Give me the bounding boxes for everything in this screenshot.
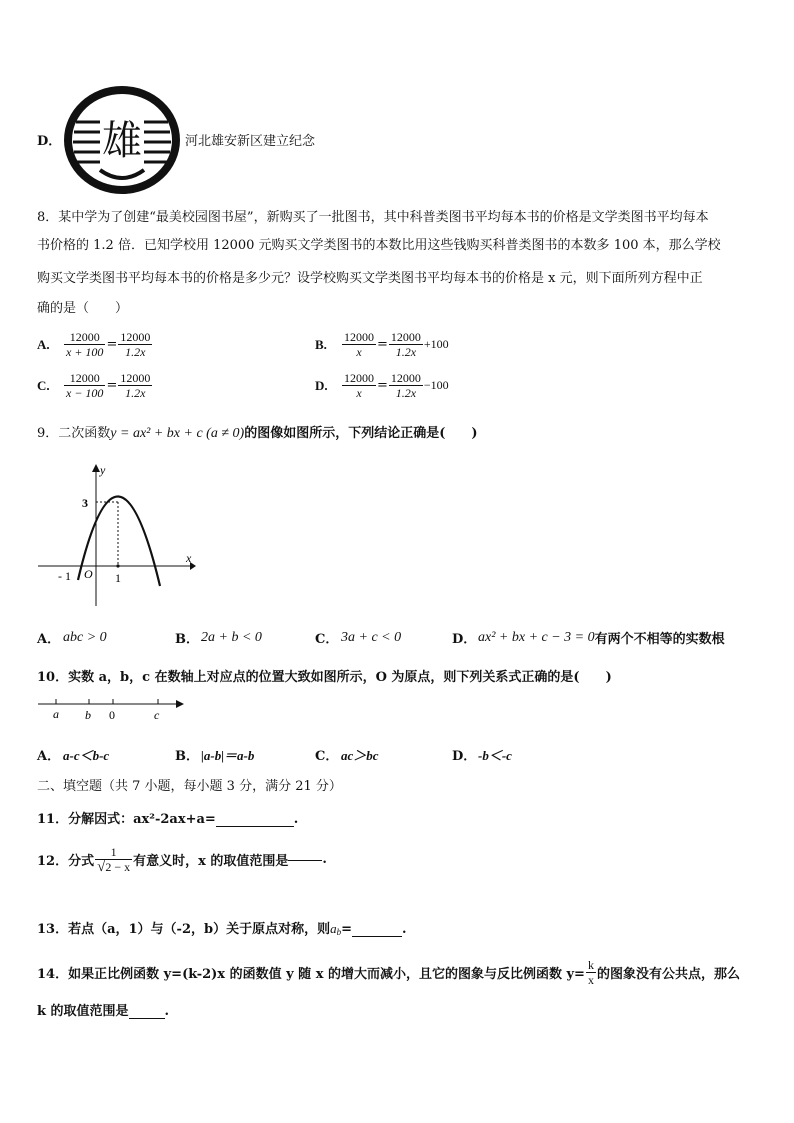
q8-line-4: 确的是（ ） bbox=[37, 301, 129, 316]
q11-answer-blank[interactable] bbox=[216, 812, 294, 827]
equals-sign: = bbox=[377, 337, 388, 352]
q13: 13．若点（a，1）与（-2，b）关于原点对称，则 a $_b$ = . bbox=[37, 918, 407, 937]
parabola-graph bbox=[36, 462, 196, 610]
option-label: A. bbox=[37, 336, 50, 352]
fraction: $\frac{12000}{1.2x}$ bbox=[390, 371, 421, 400]
q10-option-b[interactable]: B． |a-b|＝a-b bbox=[175, 745, 254, 764]
equals-sign: = bbox=[106, 378, 118, 393]
fraction: $\frac{12000}{x}$ bbox=[344, 330, 374, 359]
seal-caption: 河北雄安新区建立纪念 bbox=[185, 134, 316, 149]
commemorative-seal-image bbox=[60, 82, 184, 198]
svg-text:雄: 雄 bbox=[102, 118, 142, 164]
origin-label: O bbox=[84, 567, 93, 581]
option-label: D． bbox=[452, 632, 477, 647]
q8-line-3: 购买文学类图书平均每本书的价格是多少元？设学校购买文学类图书平均每本书的价格是 x 元，则下面所列方程中正 bbox=[37, 271, 703, 286]
y-axis-label: y bbox=[100, 463, 106, 477]
equals-sign: = bbox=[377, 378, 388, 393]
q9-prefix: 9．二次函数 bbox=[37, 426, 111, 441]
q12-suffix: 有意义时，x 的取值范围是 bbox=[133, 854, 289, 869]
option-label: D. bbox=[315, 377, 328, 393]
q11: 11．分解因式：ax²-2ax+a= . bbox=[37, 808, 298, 827]
option-label: A． bbox=[37, 749, 61, 764]
option-label: B. bbox=[315, 336, 327, 352]
fraction: $\frac{1}{√2 - x}$ bbox=[97, 845, 131, 875]
q12: 12．分式 $\frac{1}{√2 - x}$ 有意义时，x 的取值范围是 . bbox=[37, 845, 327, 875]
q12-prefix: 12．分式 bbox=[37, 854, 95, 869]
q8-option-b[interactable] bbox=[315, 330, 449, 359]
point-a-label: a bbox=[53, 707, 59, 721]
option-label: C． bbox=[315, 749, 339, 764]
option-tail: −100 bbox=[423, 378, 449, 392]
q9-suffix: 的图像如图所示，下列结论正确是( ) bbox=[244, 426, 478, 441]
fraction: $\frac{12000}{x}$ bbox=[344, 371, 374, 400]
q9-stem bbox=[37, 422, 478, 442]
fraction: $\frac{k}{x}$ bbox=[587, 958, 594, 987]
q9-option-a[interactable]: A． abc > 0 bbox=[37, 629, 107, 647]
q8-option-a[interactable] bbox=[37, 330, 153, 359]
q10-stem: 10．实数 a，b，c 在数轴上对应点的位置大致如图所示，O 为原点，则下列关系式正确的是( ) bbox=[37, 670, 612, 685]
option-label: C． bbox=[315, 632, 339, 647]
option-label: A． bbox=[37, 632, 61, 647]
option-tail: +100 bbox=[423, 337, 449, 351]
option-label: B． bbox=[175, 632, 199, 647]
q13-answer-blank[interactable] bbox=[352, 922, 402, 937]
fraction: $\frac{12000}{1.2x}$ bbox=[120, 371, 151, 400]
fraction: $\frac{12000}{x + 100}$ bbox=[66, 330, 104, 359]
q9-option-c[interactable]: C． 3a + c < 0 bbox=[315, 629, 402, 647]
q12-answer-blank[interactable] bbox=[288, 848, 322, 861]
fraction: $\frac{12000}{1.2x}$ bbox=[120, 330, 151, 359]
fraction: $\frac{12000}{x - 100}$ bbox=[66, 371, 104, 400]
q14-answer-blank[interactable] bbox=[129, 1004, 165, 1019]
point-zero-label: 0 bbox=[109, 708, 115, 722]
q14-text-c: k 的取值范围是 bbox=[37, 1004, 129, 1019]
q13-text: 13．若点（a，1）与（-2，b）关于原点对称，则 bbox=[37, 922, 331, 937]
q8-option-c[interactable] bbox=[37, 371, 153, 400]
fraction: $\frac{12000}{1.2x}$ bbox=[390, 330, 421, 359]
point-c-label: c bbox=[154, 708, 160, 722]
q8-line-2: 书价格的 1.2 倍．已知学校用 12000 元购买文学类图书的本数比用这些钱购买科普类图书的本数多 100 本，那么学校 bbox=[37, 238, 721, 253]
point-b-label: b bbox=[85, 708, 91, 722]
q7-option-d-label: D． bbox=[37, 134, 62, 149]
equals-sign: = bbox=[106, 337, 118, 352]
q9-option-d[interactable]: D． ax² + bx + c − 3 = 0 有两个不相等的实数根 bbox=[452, 629, 725, 647]
option-label: B． bbox=[175, 749, 199, 764]
number-line bbox=[36, 694, 186, 724]
x-tick-neg1: - 1 bbox=[58, 569, 71, 583]
q10-option-a[interactable]: A． a-c＜b-c bbox=[37, 745, 109, 764]
q8-line-1: 8．某中学为了创建“最美校园图书屋”，新购买了一批图书，其中科普类图书平均每本书的价格是文学类图书平均每本 bbox=[37, 210, 709, 225]
q10-option-d[interactable]: D． -b＜-c bbox=[452, 745, 512, 764]
x-tick-1: 1 bbox=[115, 571, 121, 585]
q9-formula: y = ax² + bx + c (a ≠ 0) bbox=[110, 426, 245, 441]
q14-line-2: k 的取值范围是 . bbox=[37, 1000, 169, 1019]
q14-line-1 bbox=[37, 958, 740, 987]
q11-text: 11．分解因式：ax²-2ax+a= bbox=[37, 812, 216, 827]
q8-option-d[interactable] bbox=[315, 371, 449, 400]
q14-text-a: 14．如果正比例函数 y=(k-2)x 的函数值 y 随 x 的增大而减小，且它的图象与反比例函数 y= bbox=[37, 967, 585, 982]
q10-option-c[interactable]: C． ac＞bc bbox=[315, 745, 379, 764]
x-axis-label: x bbox=[186, 551, 192, 565]
section-2-heading: 二、填空题（共 7 小题，每小题 3 分，满分 21 分） bbox=[37, 779, 342, 794]
option-label: C. bbox=[37, 377, 50, 393]
y-tick-3: 3 bbox=[82, 496, 88, 510]
q9-option-b[interactable]: B． 2a + b < 0 bbox=[175, 629, 262, 647]
option-label: D． bbox=[452, 749, 477, 764]
q14-text-b: 的图象没有公共点，那么 bbox=[596, 967, 740, 982]
